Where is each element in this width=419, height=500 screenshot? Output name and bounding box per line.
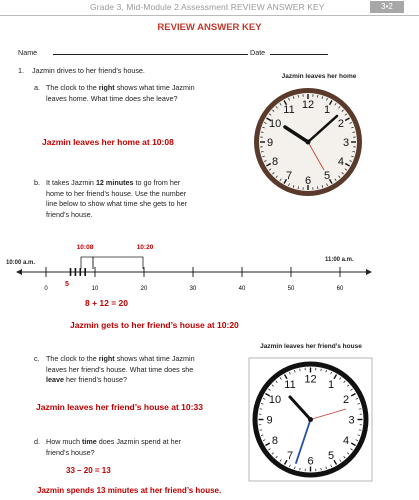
date-label: Date: [250, 48, 266, 57]
clock-number: 10: [268, 393, 282, 406]
clock-number: 2: [342, 393, 350, 406]
tick-label-40: 40: [238, 286, 246, 292]
name-label: Name: [18, 48, 38, 57]
clock2: [248, 357, 373, 482]
clock-number: 5: [327, 449, 335, 462]
mark-1008-label: 10:08: [76, 244, 94, 251]
answer-key-title: REVIEW ANSWER KEY: [157, 22, 262, 33]
equation-d: 33 – 20 = 13: [66, 466, 111, 475]
clock-number: 6: [307, 455, 314, 468]
tick-label-10: 10: [91, 286, 99, 292]
jump-10-minutes: [93, 257, 143, 269]
clock-number: 11: [283, 103, 295, 116]
clock-number: 12: [301, 98, 315, 111]
part-d-letter: d.: [34, 437, 40, 446]
tick-label-60: 60: [336, 286, 344, 292]
name-line[interactable]: [53, 46, 248, 55]
axis-arrow-left: [16, 269, 22, 275]
part-c-line3-post: her friend’s house?: [64, 375, 127, 384]
tick-label-50: 50: [287, 286, 295, 292]
clock-number: 4: [342, 434, 350, 447]
five-label: 5: [65, 281, 69, 288]
part-c-line2: leaves her friend’s house. What time does she: [46, 364, 194, 374]
header-badge: 3•2: [370, 1, 404, 13]
tick-label-20: 20: [140, 286, 148, 292]
tick-label-30: 30: [189, 286, 197, 292]
part-c-line1-pre: The clock to the: [46, 354, 99, 363]
part-d-line1-pre: How much: [46, 437, 82, 446]
equation-b: 8 + 12 = 20: [85, 298, 129, 308]
clock-number: 5: [323, 169, 331, 182]
tick-label-0: 0: [44, 286, 48, 292]
part-c-letter: c.: [34, 354, 40, 363]
page-header: [0, 0, 419, 16]
part-b-line2: home to her friend’s house. Use the number: [46, 188, 187, 198]
part-d-line1-bold: time: [81, 437, 97, 446]
part-d-line1-post: does Jazmin spend at her: [96, 437, 182, 446]
part-a-line1-post: shows what time Jazmin: [114, 83, 195, 92]
part-d-line2: friend’s house?: [46, 447, 95, 457]
clock-number: 7: [285, 169, 293, 182]
number-line: [0, 238, 419, 300]
clock-number: 9: [266, 136, 274, 149]
header-divider: [0, 15, 419, 16]
clock-number: 7: [286, 449, 294, 462]
clock-number: 4: [337, 155, 344, 168]
part-c-line1-post: shows what time Jazmin: [114, 354, 195, 363]
part-b-line1-post: to go from her: [133, 178, 181, 187]
part-a-text: [46, 83, 226, 104]
part-a-letter: a.: [34, 83, 40, 92]
part-b-text: [46, 178, 246, 220]
part-b-letter: b.: [34, 178, 40, 187]
clock-number: 12: [304, 373, 317, 386]
end-time-label: 11:00 a.m.: [325, 257, 354, 263]
part-b-line4: friend’s house.: [46, 209, 93, 219]
clock1-caption: Jazmin leaves her home: [281, 73, 357, 80]
clock-number: 3: [342, 136, 350, 149]
clock-number: 8: [271, 434, 279, 447]
jump-2-minutes: [81, 257, 93, 269]
axis-arrow-right: [366, 269, 372, 275]
date-field: [250, 46, 328, 59]
part-d-text: [46, 437, 246, 458]
clock-number: 9: [266, 414, 273, 427]
clock2-caption: Jazmin leaves her friend’s house: [260, 343, 362, 350]
clock1-center: [306, 140, 311, 145]
clock-number: 2: [337, 117, 344, 130]
question-1: [18, 66, 145, 77]
question-number: 1.: [18, 66, 24, 75]
clock-number: 11: [284, 378, 296, 391]
clock-number: 8: [272, 155, 279, 168]
answer-c: Jazmin leaves her friend’s house at 10:33: [36, 402, 203, 412]
part-c-line1-bold: right: [98, 354, 115, 363]
part-c-text: [46, 354, 246, 386]
clock-number: 1: [323, 103, 331, 116]
date-line[interactable]: [270, 46, 328, 55]
part-b-line1-pre: It takes Jazmin: [46, 178, 96, 187]
answer-d: Jazmin spends 13 minutes at her friend’s house.: [37, 486, 222, 495]
part-c-line3-bold: leave: [46, 375, 64, 384]
clock1: [252, 86, 364, 198]
clock-number: 6: [304, 174, 312, 187]
header-title: Grade 3, Mid-Module 2 Assessment REVIEW ANSWER KEY: [90, 2, 325, 12]
answer-a: Jazmin leaves her home at 10:08: [42, 137, 174, 147]
mark-1020-label: 10:20: [136, 244, 154, 251]
start-time-label: 10:00 a.m.: [6, 260, 36, 266]
clock-number: 1: [327, 378, 335, 391]
part-b-line3: line below to show what time she gets to her: [46, 199, 188, 208]
answer-b: Jazmin gets to her friend’s house at 10:20: [70, 320, 239, 330]
clock2-center: [308, 417, 313, 422]
clock-number: 10: [268, 117, 282, 130]
part-a-line2: leaves home. What time does she leave?: [46, 93, 178, 103]
part-a-line1-bold: right: [98, 83, 115, 92]
question-text: Jazmin drives to her friend’s house.: [32, 66, 145, 75]
name-field: [18, 46, 248, 59]
part-b-line1-bold: 12 minutes: [95, 178, 134, 187]
part-a-line1-pre: The clock to the: [46, 83, 99, 92]
clock-number: 3: [348, 414, 355, 427]
